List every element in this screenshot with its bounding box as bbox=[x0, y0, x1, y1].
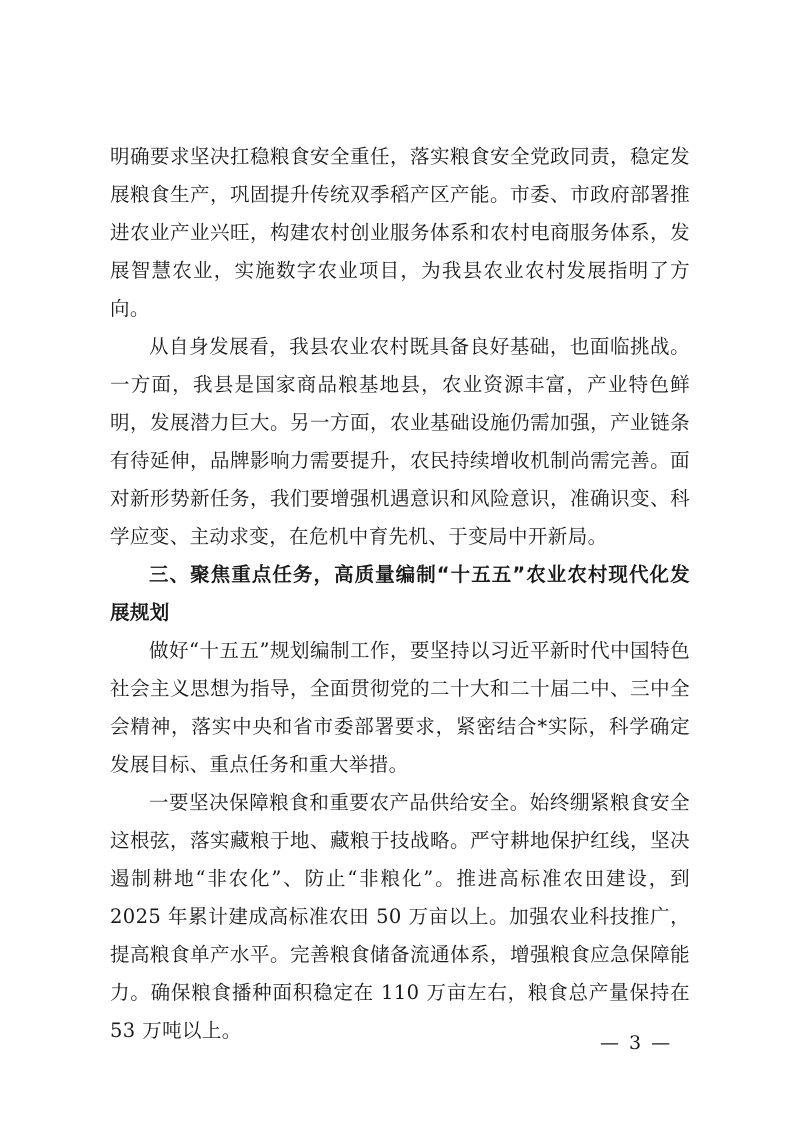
paragraph-self-development: 从自身发展看，我县农业农村既具备良好基础，也面临挑战。一方面，我县是国家商品粮基地县，农业资源丰富，产业特色鲜明，发展潜力巨大。另一方面，农业基础设施仍需加强，产业链条有待延伸，品牌影响力需要提升，农民持续增收机制尚需完善。面对新形势新任务，我们要增强机遇意识和风险意识，准确识变、科学应变、主动求变，在危机中育先机、于变局中开新局。 bbox=[110, 335, 690, 548]
paragraph-continuation: 明确要求坚决扛稳粮食安全重任，落实粮食安全党政同责，稳定发展粮食生产，巩固提升传统双季稻产区产能。市委、市政府部署推进农业产业兴旺，构建农村创业服务体系和农村电商服务体系，发展智慧农业，实施数字农业项目，为我县农业农村发展指明了方向。 bbox=[110, 145, 690, 320]
paragraph-planning: 做好“十五五”规划编制工作，要坚持以习近平新时代中国特色社会主义思想为指导，全面贯彻党的二十大和二十届二中、三中全会精神，落实中央和省市委部署要求，紧密结合*实际，科学确定发展目标、重点任务和重大举措。 bbox=[110, 639, 690, 776]
page-number: — 3 — bbox=[600, 1032, 673, 1054]
section-heading: 三、聚焦重点任务，高质量编制“十五五”农业农村现代化发展规划 bbox=[110, 563, 690, 624]
document-body bbox=[110, 138, 690, 1050]
paragraph-food-security: 一要坚决保障粮食和重要农产品供给安全。始终绷紧粮食安全这根弦，落实藏粮于地、藏粮于技战略。严守耕地保护红线，坚决遏制耕地“非农化”、防止“非粮化”。推进高标准农田建设，到 2025 年累计建成高标准农田 50 万亩以上。加强农业科技推广，提高粮食单产水平。完善粮食储备流通体系，增强粮食应急保障能力。确保粮食播种面积稳定在 110 万亩左右，粮食总产量保持在 53 万吨以上。 bbox=[110, 791, 690, 1042]
